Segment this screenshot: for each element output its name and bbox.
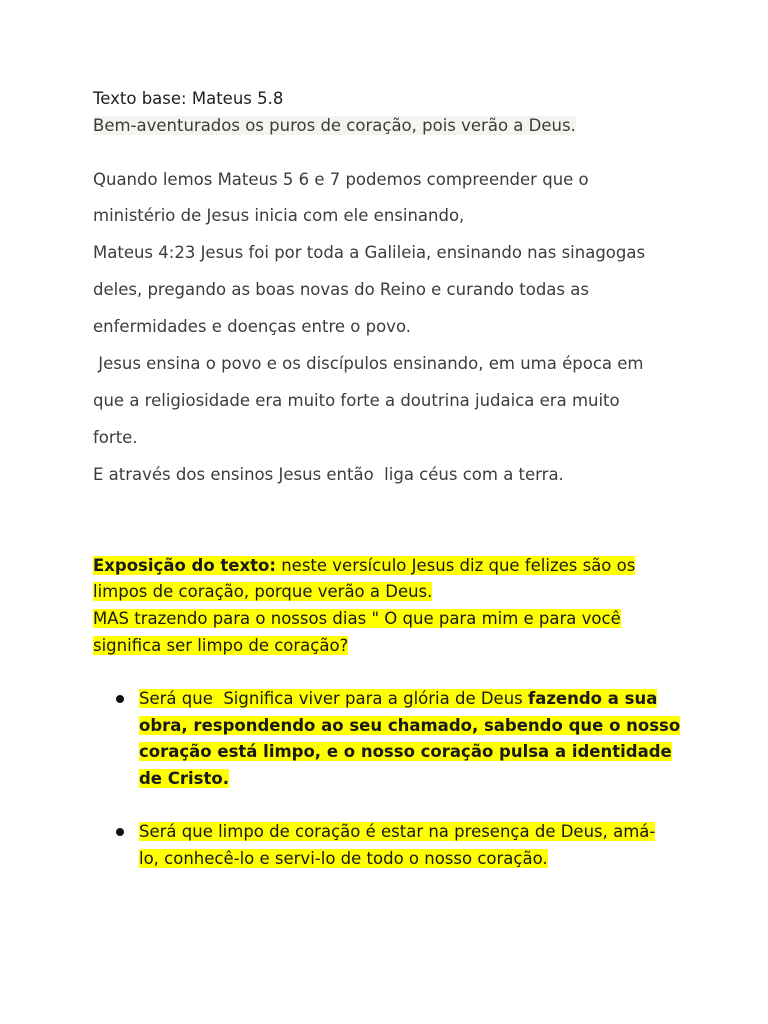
intro-line: Mateus 4:23 Jesus foi por toda a Galileia, ensinando nas sinagogas [93, 243, 646, 262]
bullet-2-line [139, 848, 548, 870]
bullet-dot-icon [116, 695, 124, 703]
base-verse [93, 115, 576, 137]
exposition-line [93, 608, 621, 630]
bullet-1-line [139, 688, 657, 710]
intro-line: Jesus ensina o povo e os discípulos ensinando, em uma época em [93, 354, 644, 373]
base-text-reference: Texto base: Mateus 5.8 [93, 89, 284, 108]
intro-line: E através dos ensinos Jesus então liga céus com a terra. [93, 465, 564, 484]
exposition-line [93, 635, 348, 657]
bullet-2-text: Será que limpo de coração é estar na presença de Deus, amá- [139, 822, 656, 841]
bullet-1-line [139, 741, 672, 763]
exposition-text: MAS trazendo para o nossos dias " O que para mim e para você [93, 609, 621, 628]
exposition-text: neste versículo Jesus diz que felizes são os [275, 556, 636, 575]
exposition-line [93, 555, 635, 577]
bullet-2-line [139, 821, 655, 843]
bullet-2-text: lo, conhecê-lo e servi-lo de todo o nosso coração. [139, 849, 548, 868]
bullet-1-bold-text: coração está limpo, e o nosso coração pulsa a identidade [139, 742, 672, 761]
exposition-line [93, 581, 432, 603]
bullet-1-line [139, 715, 680, 737]
bullet-1-bold-text: fazendo a sua [528, 689, 658, 708]
intro-line: enfermidades e doenças entre o povo. [93, 317, 411, 336]
bullet-1-text: Será que Significa viver para a glória de Deus [139, 689, 529, 708]
bullet-1-highlight [139, 689, 657, 708]
intro-line: forte. [93, 428, 138, 447]
bullet-1-highlight [139, 716, 680, 735]
bullet-1-bold-text: obra, respondendo ao seu chamado, sabendo que o nosso [139, 716, 681, 735]
exposition-highlight [93, 556, 635, 575]
bullet-1-highlight [139, 742, 672, 761]
exposition-label: Exposição do texto: [93, 556, 276, 575]
exposition-text: limpos de coração, porque verão a Deus. [93, 582, 433, 601]
bullet-1-bold-text: de Cristo. [139, 769, 229, 788]
bullet-dot-icon [116, 828, 124, 836]
verse-text: Bem-aventurados os puros de coração, pois verão a Deus. [93, 116, 576, 135]
intro-line: deles, pregando as boas novas do Reino e curando todas as [93, 280, 589, 299]
exposition-text: significa ser limpo de coração? [93, 636, 349, 655]
bullet-1-line [139, 768, 229, 790]
bullet-1-highlight [139, 769, 229, 788]
intro-line: que a religiosidade era muito forte a doutrina judaica era muito [93, 391, 620, 410]
intro-line: ministério de Jesus inicia com ele ensinando, [93, 206, 465, 225]
intro-line: Quando lemos Mateus 5 6 e 7 podemos compreender que o [93, 170, 589, 189]
